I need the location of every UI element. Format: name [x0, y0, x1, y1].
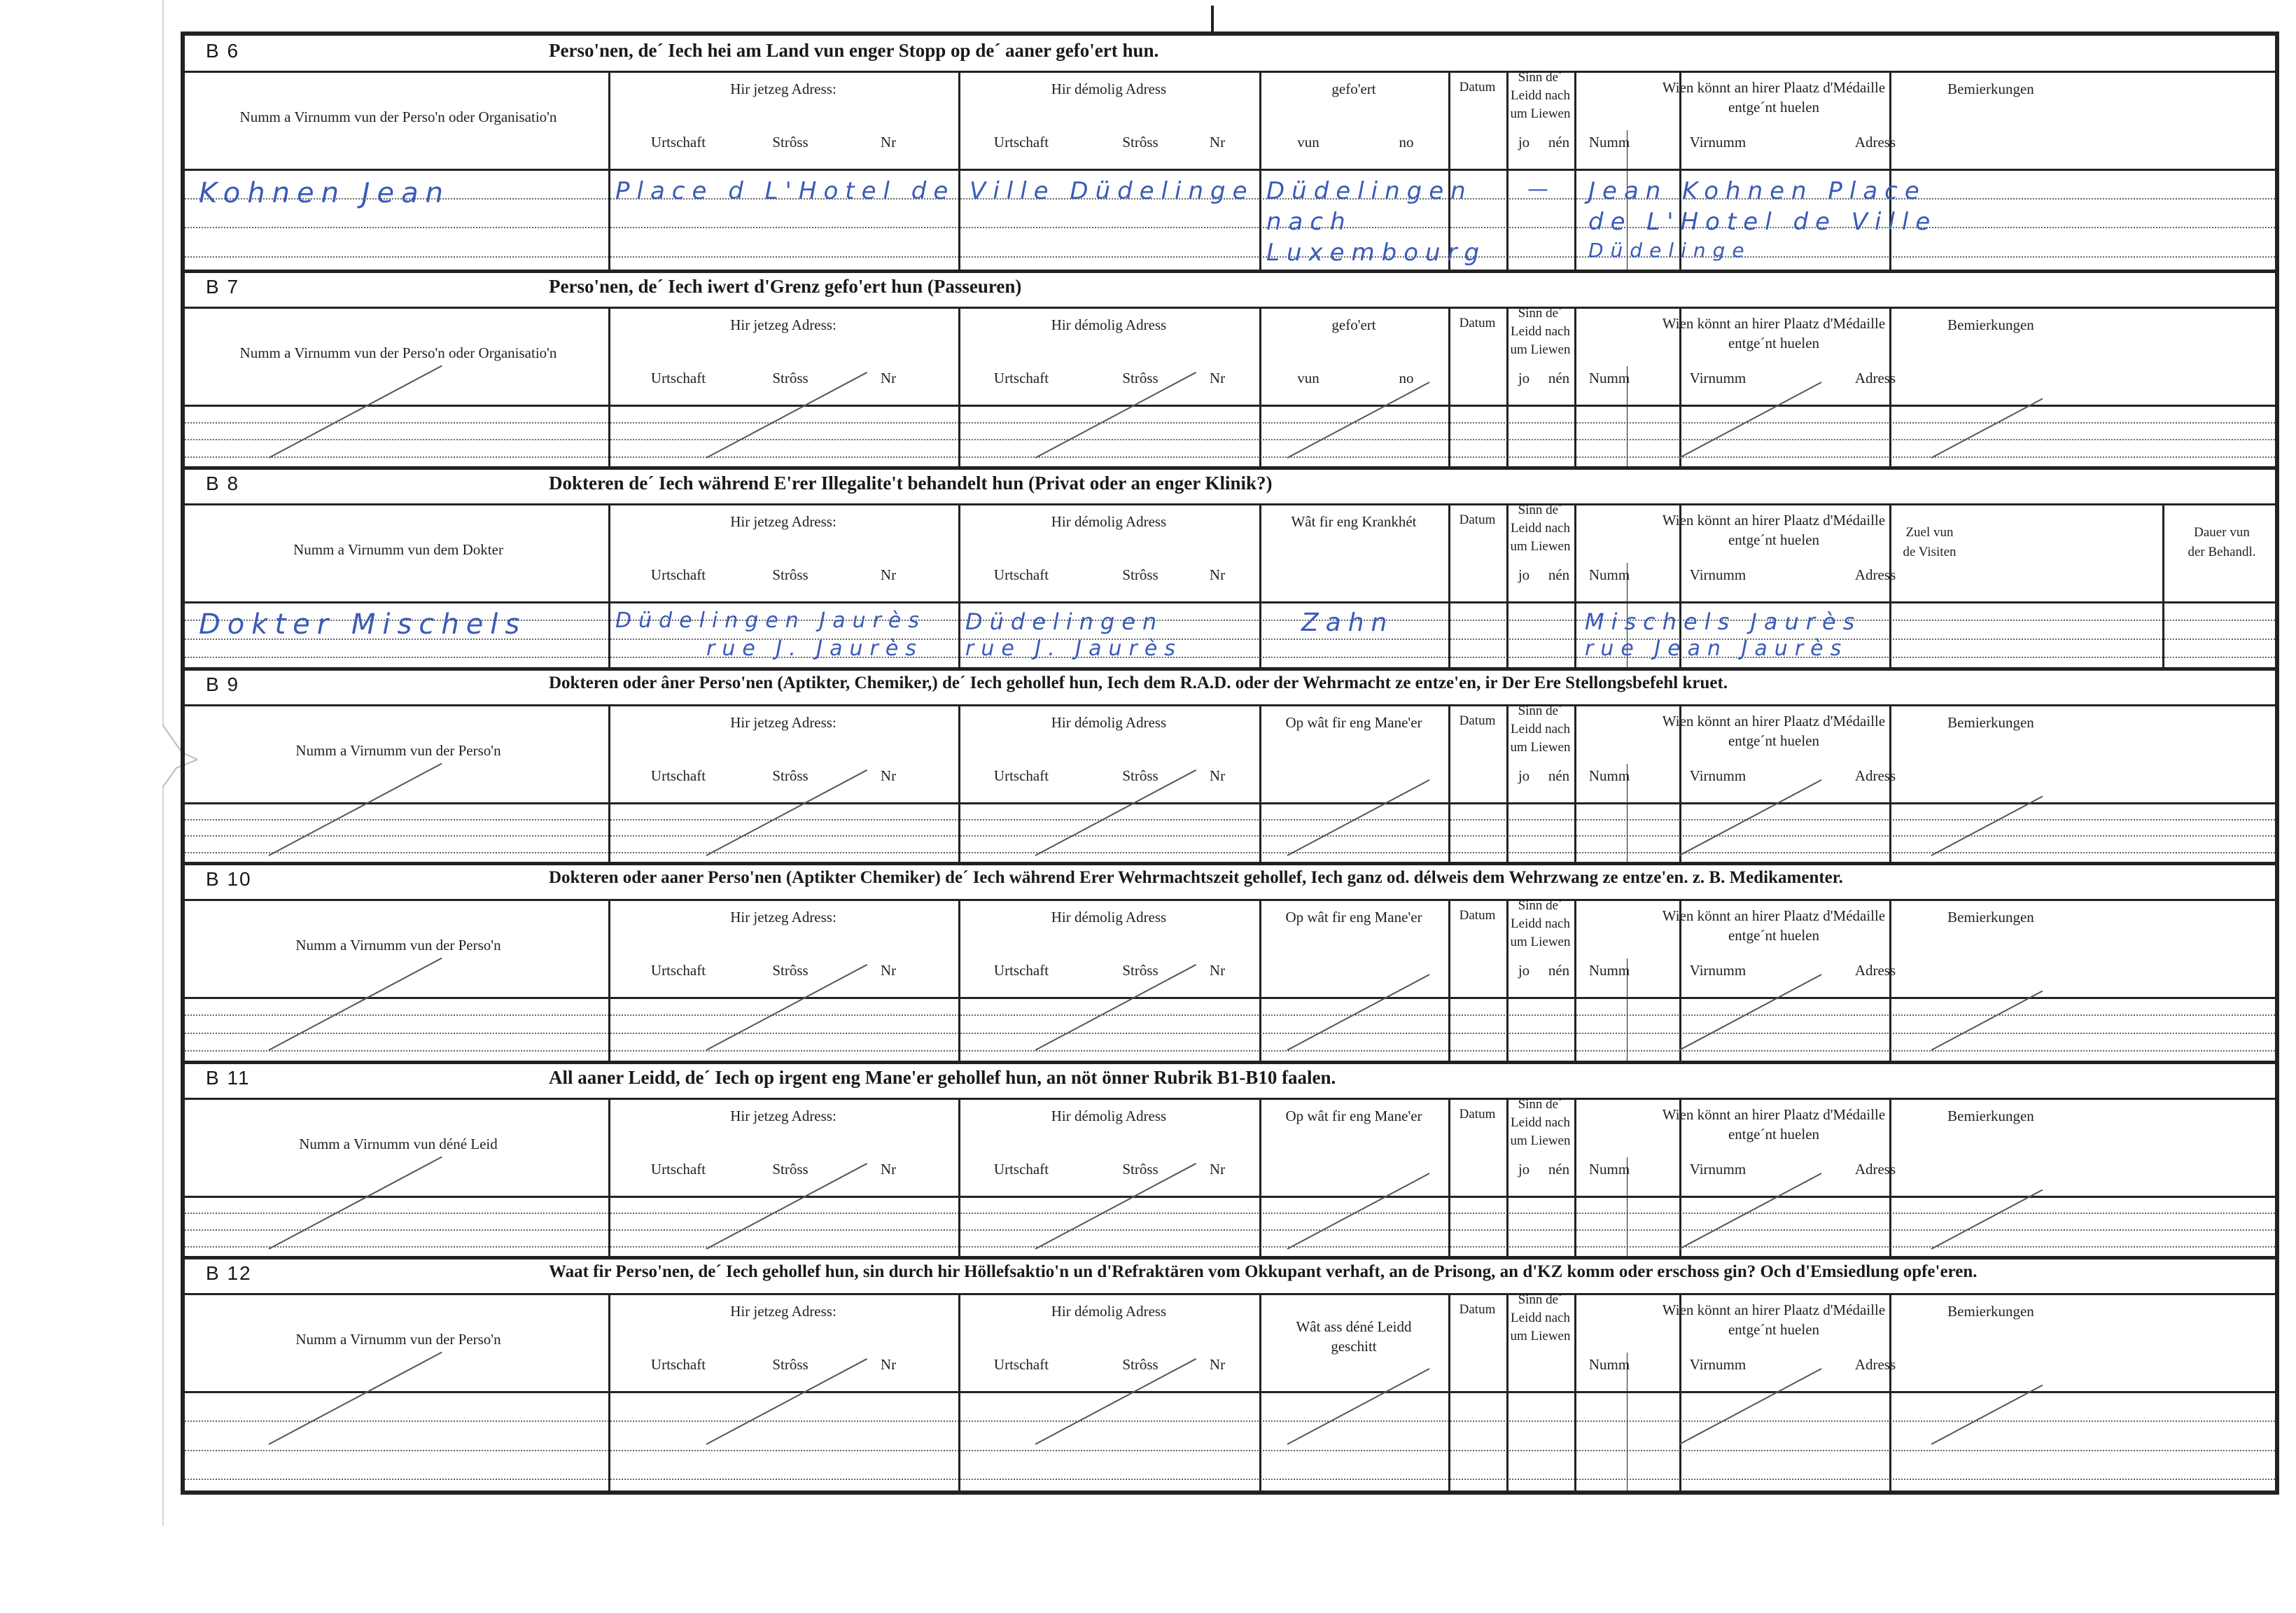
column-rule	[608, 71, 610, 272]
col-jo: jo	[1518, 566, 1530, 583]
entry-line	[185, 1246, 2275, 1248]
section-b10	[185, 864, 2275, 1063]
strike-line	[1931, 796, 2043, 856]
section-code: B 7	[206, 276, 240, 298]
section-b12	[185, 1258, 2275, 1495]
entry-line	[185, 422, 2275, 424]
strike-line	[1287, 779, 1430, 856]
col-wien-l1: Wien könnt an hirer Plaatz d'Médaille	[1662, 907, 1886, 924]
col-jetzeg-urtschaft: Urtschaft	[650, 1356, 706, 1373]
col-sinn-l3: um Liewen	[1510, 935, 1571, 949]
section-code: B 8	[206, 473, 240, 494]
col-wien-l1: Wien könnt an hirer Plaatz d'Médaille	[1662, 315, 1886, 332]
entry-jetzeg-l2: rue J. Jaurès	[706, 636, 923, 661]
section-title: Dokteren oder aaner Perso'nen (Aptikter Chemiker) de´ Iech während Erer Wehrmachtszeit gehollef, Iech ganz od. délweis dem Wehrzwang ze entze'en. z. B. Medikamenter.	[549, 868, 1843, 887]
section-title: Dokteren oder âner Perso'nen (Aptikter, Chemiker,) de´ Iech gehollef hun, Iech dem R.A.D. oder der Wehrmacht ze entze'en, ir Der Ere Stellongsbefehl kruet.	[549, 673, 1728, 692]
col-datum-header: Datum	[1459, 1107, 1496, 1122]
entry-name: Kohnen Jean	[199, 177, 450, 209]
col-jo: jo	[1518, 1161, 1530, 1178]
col-name-header: Numm a Virnumm vun der Perso'n oder Organisatio'n	[239, 344, 557, 361]
entry-jetzeg-l1: Düdelingen Jaurès	[615, 608, 927, 633]
entry-line	[185, 657, 2275, 658]
col-wien-l1: Wien könnt an hirer Plaatz d'Médaille	[1662, 713, 1886, 729]
entry-line	[185, 819, 2275, 821]
section-title: All aaner Leidd, de´ Iech op irgent eng Mane'er gehollef hun, an nöt önner Rubrik B1-B10 faalen.	[549, 1067, 1336, 1088]
col-jetzeg-header: Hir jetzeg Adress:	[730, 81, 836, 97]
col-jetzeg-stross: Strôss	[772, 1161, 808, 1178]
section-code: B 10	[206, 868, 252, 890]
section-header	[185, 864, 2275, 901]
strike-line	[1931, 398, 2043, 459]
col-jetzeg-stross: Strôss	[772, 566, 808, 583]
section-header	[185, 1063, 2275, 1100]
section-b9	[185, 669, 2275, 864]
col-op-wat-header: Op wât fir eng Mane'er	[1285, 909, 1422, 926]
col-demolig-nr: Nr	[1209, 1161, 1226, 1178]
col-demolig-header: Hir démolig Adress	[1051, 316, 1167, 333]
col-name-header: Numm a Virnumm vun déné Leid	[299, 1136, 498, 1152]
col-jetzeg-urtschaft: Urtschaft	[650, 767, 706, 784]
col-wien-l2: entge´nt huelen	[1728, 927, 1820, 944]
col-krankhet-header: Wât fir eng Krankhét	[1291, 513, 1417, 530]
col-wien-adress: Adress	[1854, 767, 1896, 784]
col-zuel-l1: Zuel vun	[1905, 525, 1954, 540]
col-jetzeg-header: Hir jetzeg Adress:	[730, 1108, 836, 1124]
strike-line	[1679, 779, 1822, 856]
col-sinn-l1: Sinn de´	[1518, 704, 1563, 718]
section-header	[185, 36, 2275, 73]
col-wien-virnumm: Virnumm	[1689, 134, 1746, 151]
col-vun: vun	[1297, 370, 1320, 386]
questionnaire-form	[181, 32, 2279, 1495]
col-demolig-stross: Strôss	[1122, 1356, 1158, 1373]
column-rule	[1448, 1293, 1450, 1495]
col-name-header: Numm a Virnumm vun der Perso'n	[295, 742, 501, 759]
col-demolig-stross: Strôss	[1122, 370, 1158, 386]
entry-line	[185, 1420, 2275, 1422]
col-bemierkungen: Bemierkungen	[1947, 714, 2034, 731]
col-wien-l2: entge´nt huelen	[1728, 531, 1820, 548]
col-demolig-header: Hir démolig Adress	[1051, 513, 1167, 530]
col-datum-header: Datum	[1459, 512, 1496, 527]
col-wien-numm: Numm	[1588, 134, 1630, 151]
col-sinn-l1: Sinn de´	[1518, 503, 1563, 517]
header-row-rule	[185, 1391, 2275, 1393]
col-wien-l2: entge´nt huelen	[1728, 1321, 1820, 1338]
col-wien-virnumm: Virnumm	[1689, 962, 1746, 979]
col-jo: jo	[1518, 962, 1530, 979]
col-sinn-l2: Leidd nach	[1511, 324, 1570, 339]
col-wien-numm: Numm	[1588, 566, 1630, 583]
col-sinn-l3: um Liewen	[1510, 1329, 1571, 1343]
col-nen: nén	[1548, 1161, 1570, 1178]
col-bemierkungen: Bemierkungen	[1947, 1108, 2034, 1124]
col-jo: jo	[1518, 134, 1530, 151]
strike-line	[1931, 1189, 2043, 1250]
strike-line	[1287, 1173, 1430, 1250]
col-bemierkungen: Bemierkungen	[1947, 1303, 2034, 1320]
col-wien-numm: Numm	[1588, 1161, 1630, 1178]
col-datum-header: Datum	[1459, 1302, 1496, 1317]
col-sinn-l2: Leidd nach	[1511, 722, 1570, 736]
entry-line	[185, 1229, 2275, 1231]
col-demolig-header: Hir démolig Adress	[1051, 714, 1167, 731]
col-demolig-stross: Strôss	[1122, 566, 1158, 583]
col-jo: jo	[1518, 370, 1530, 386]
strike-line	[1931, 1385, 2043, 1445]
entry-line	[185, 1213, 2275, 1214]
section-b11	[185, 1063, 2275, 1258]
col-sinn-l1: Sinn de´	[1518, 898, 1563, 913]
strike-line	[269, 365, 442, 459]
col-datum-header: Datum	[1459, 908, 1496, 923]
section-b8	[185, 468, 2275, 669]
entry-line	[185, 1050, 2275, 1052]
col-jetzeg-urtschaft: Urtschaft	[650, 962, 706, 979]
entry-wien-l2: de L'Hotel de Ville	[1588, 208, 1938, 236]
col-demolig-urtschaft: Urtschaft	[993, 962, 1049, 979]
entry-demolig-l2: rue J. Jaurès	[965, 636, 1182, 661]
header-row-rule	[185, 1196, 2275, 1198]
col-sinn-l1: Sinn de´	[1518, 1292, 1563, 1307]
col-demolig-stross: Strôss	[1122, 767, 1158, 784]
col-wien-l1: Wien könnt an hirer Plaatz d'Médaille	[1662, 79, 1886, 96]
col-wien-l1: Wien könnt an hirer Plaatz d'Médaille	[1662, 512, 1886, 529]
col-wien-virnumm: Virnumm	[1689, 1161, 1746, 1178]
col-sinn-l2: Leidd nach	[1511, 1115, 1570, 1130]
col-no: no	[1399, 134, 1414, 151]
col-op-wat-header: Op wât fir eng Mane'er	[1285, 714, 1422, 731]
col-demolig-urtschaft: Urtschaft	[993, 566, 1049, 583]
col-demolig-nr: Nr	[1209, 767, 1226, 784]
col-jetzeg-stross: Strôss	[772, 767, 808, 784]
entry-krankhet: Zahn	[1301, 608, 1394, 637]
strike-line	[269, 763, 442, 856]
header-row-rule	[185, 601, 2275, 603]
col-sinn-l3: um Liewen	[1510, 740, 1571, 755]
col-no: no	[1399, 370, 1414, 386]
col-sinn-l3: um Liewen	[1510, 342, 1571, 357]
entry-line	[185, 1479, 2275, 1480]
section-title: Perso'nen, de´ Iech hei am Land vun enger Stopp op de´ aaner gefo'ert hun.	[549, 40, 1159, 61]
col-sinn-l2: Leidd nach	[1511, 916, 1570, 931]
col-demolig-stross: Strôss	[1122, 1161, 1158, 1178]
col-sinn-l1: Sinn de´	[1518, 70, 1563, 85]
col-demolig-nr: Nr	[1209, 566, 1226, 583]
section-header	[185, 468, 2275, 505]
entry-jetzeg: Place d L'Hotel de Ville Düdelinge	[615, 177, 1254, 205]
section-header	[185, 1258, 2275, 1295]
section-b6	[185, 36, 2275, 272]
entry-line	[185, 835, 2275, 837]
col-sinn-l3: um Liewen	[1510, 106, 1571, 121]
col-wien-numm: Numm	[1588, 370, 1630, 386]
col-demolig-urtschaft: Urtschaft	[993, 1356, 1049, 1373]
col-wien-adress: Adress	[1854, 370, 1896, 386]
col-dauer-l2: der Behandl.	[2188, 545, 2256, 559]
col-sinn-l2: Leidd nach	[1511, 521, 1570, 536]
col-jetzeg-stross: Strôss	[772, 370, 808, 386]
strike-line	[269, 1352, 442, 1445]
col-wien-l2: entge´nt huelen	[1728, 1126, 1820, 1143]
col-wien-adress: Adress	[1854, 134, 1896, 151]
col-jetzeg-nr: Nr	[880, 134, 897, 151]
header-row-rule	[185, 802, 2275, 804]
col-wien-adress: Adress	[1854, 1356, 1896, 1373]
entry-line	[185, 1014, 2275, 1016]
col-jetzeg-nr: Nr	[880, 767, 897, 784]
col-geschitt-l1: Wât ass déné Leidd	[1296, 1318, 1412, 1335]
col-datum-header: Datum	[1459, 80, 1496, 95]
entry-name: Dokter Mischels	[199, 608, 527, 641]
col-jetzeg-header: Hir jetzeg Adress:	[730, 909, 836, 926]
col-jetzeg-urtschaft: Urtschaft	[650, 370, 706, 386]
col-sinn-l3: um Liewen	[1510, 1133, 1571, 1148]
col-sinn-l2: Leidd nach	[1511, 1311, 1570, 1325]
strike-line	[1679, 1173, 1822, 1250]
col-wien-adress: Adress	[1854, 962, 1896, 979]
col-demolig-urtschaft: Urtschaft	[993, 767, 1049, 784]
col-sinn-l2: Leidd nach	[1511, 88, 1570, 103]
col-op-wat-header: Op wât fir eng Mane'er	[1285, 1108, 1422, 1124]
col-jetzeg-header: Hir jetzeg Adress:	[730, 1303, 836, 1320]
entry-vun-l3: Luxembourg	[1266, 239, 1487, 267]
header-row-rule	[185, 997, 2275, 999]
col-jetzeg-stross: Strôss	[772, 1356, 808, 1373]
strike-line	[1931, 991, 2043, 1051]
col-sinn-l1: Sinn de´	[1518, 306, 1563, 321]
entry-demolig-l1: Düdelingen	[965, 608, 1164, 635]
col-wien-numm: Numm	[1588, 767, 1630, 784]
col-jo: jo	[1518, 767, 1530, 784]
col-wien-l2: entge´nt huelen	[1728, 335, 1820, 351]
col-demolig-urtschaft: Urtschaft	[993, 134, 1049, 151]
col-jetzeg-urtschaft: Urtschaft	[650, 134, 706, 151]
column-rule	[958, 1293, 960, 1495]
col-demolig-nr: Nr	[1209, 1356, 1226, 1373]
entry-line	[185, 456, 2275, 458]
col-demolig-header: Hir démolig Adress	[1051, 1108, 1167, 1124]
col-jetzeg-stross: Strôss	[772, 962, 808, 979]
strike-line	[269, 958, 442, 1051]
col-bemierkungen: Bemierkungen	[1947, 909, 2034, 926]
col-wien-virnumm: Virnumm	[1689, 1356, 1746, 1373]
col-name-header: Numm a Virnumm vun der Perso'n	[295, 937, 501, 954]
column-rule	[608, 1293, 610, 1495]
entry-wien-l2: rue Jean Jaurès	[1585, 636, 1849, 661]
strike-line	[1287, 382, 1430, 459]
col-jetzeg-nr: Nr	[880, 566, 897, 583]
section-code: B 11	[206, 1067, 251, 1089]
col-nen: nén	[1548, 767, 1570, 784]
col-sinn-l1: Sinn de´	[1518, 1097, 1563, 1112]
col-demolig-stross: Strôss	[1122, 962, 1158, 979]
col-wien-virnumm: Virnumm	[1689, 370, 1746, 386]
col-jetzeg-urtschaft: Urtschaft	[650, 1161, 706, 1178]
entry-line	[185, 256, 2275, 258]
entry-wien-l3: Düdelinge	[1588, 239, 1751, 262]
col-nen: nén	[1548, 370, 1570, 386]
col-wien-l1: Wien könnt an hirer Plaatz d'Médaille	[1662, 1301, 1886, 1318]
col-wien-numm: Numm	[1588, 962, 1630, 979]
col-jetzeg-urtschaft: Urtschaft	[650, 566, 706, 583]
section-title: Waat fir Perso'nen, de´ Iech gehollef hun, sin durch hir Höllefsaktio'n un d'Refraktären vom Okkupant verhaft, an de Prisong, an d'KZ komm oder erschoss gin? Och d'Emsiedlung opfe'eren.	[549, 1262, 1977, 1281]
column-rule	[958, 71, 960, 272]
strike-line	[1679, 1368, 1822, 1445]
section-code: B 6	[206, 40, 240, 62]
col-demolig-nr: Nr	[1209, 962, 1226, 979]
col-demolig-header: Hir démolig Adress	[1051, 1303, 1167, 1320]
col-bemierkungen: Bemierkungen	[1947, 316, 2034, 333]
col-nen: nén	[1548, 134, 1570, 151]
col-demolig-header: Hir démolig Adress	[1051, 81, 1167, 97]
col-wien-l2: entge´nt huelen	[1728, 732, 1820, 749]
col-dauer-l1: Dauer vun	[2194, 525, 2250, 540]
col-jetzeg-nr: Nr	[880, 370, 897, 386]
col-jetzeg-nr: Nr	[880, 962, 897, 979]
entry-vun-l2: nach	[1266, 208, 1352, 236]
entry-line	[185, 852, 2275, 853]
col-jetzeg-header: Hir jetzeg Adress:	[730, 513, 836, 530]
col-demolig-nr: Nr	[1209, 370, 1226, 386]
col-jetzeg-nr: Nr	[880, 1356, 897, 1373]
col-wien-l2: entge´nt huelen	[1728, 99, 1820, 116]
col-wien-adress: Adress	[1854, 1161, 1896, 1178]
section-b7	[185, 272, 2275, 468]
header-row-rule	[185, 169, 2275, 171]
section-title: Dokteren de´ Iech während E'rer Illegalite't behandelt hun (Privat oder an enger Klinik?)	[549, 473, 1273, 494]
strike-line	[1287, 974, 1430, 1051]
col-wien-adress: Adress	[1854, 566, 1896, 583]
col-gefoert-header: gefo'ert	[1331, 316, 1376, 333]
col-wien-virnumm: Virnumm	[1689, 767, 1746, 784]
column-rule	[1259, 71, 1261, 272]
section-code: B 12	[206, 1262, 252, 1284]
col-name-header: Numm a Virnumm vun dem Dokter	[293, 541, 503, 558]
col-wien-l1: Wien könnt an hirer Plaatz d'Médaille	[1662, 1106, 1886, 1123]
col-name-header: Numm a Virnumm vun der Perso'n	[295, 1331, 501, 1348]
col-sinn-l3: um Liewen	[1510, 539, 1571, 554]
entry-line	[185, 1450, 2275, 1451]
col-datum-header: Datum	[1459, 316, 1496, 330]
fold-mark	[1211, 6, 1214, 32]
entry-wien-l1: Mischels Jaurès	[1585, 608, 1862, 635]
strike-line	[269, 1157, 442, 1250]
col-geschitt-l2: geschitt	[1331, 1338, 1377, 1355]
col-zuel-l2: de Visiten	[1903, 545, 1956, 559]
col-demolig-urtschaft: Urtschaft	[993, 1161, 1049, 1178]
strike-line	[1679, 382, 1822, 459]
col-vun: vun	[1297, 134, 1320, 151]
col-nen: nén	[1548, 566, 1570, 583]
col-jetzeg-nr: Nr	[880, 1161, 897, 1178]
col-datum-header: Datum	[1459, 713, 1496, 728]
header-row-rule	[185, 405, 2275, 407]
col-jetzeg-header: Hir jetzeg Adress:	[730, 714, 836, 731]
col-demolig-urtschaft: Urtschaft	[993, 370, 1049, 386]
col-demolig-nr: Nr	[1209, 134, 1226, 151]
strike-line	[1287, 1368, 1430, 1445]
column-rule	[2162, 503, 2164, 669]
col-name-header: Numm a Virnumm vun der Perso'n oder Organisatio'n	[239, 109, 557, 125]
col-nen: nén	[1548, 962, 1570, 979]
col-jetzeg-header: Hir jetzeg Adress:	[730, 316, 836, 333]
entry-wien-l1: Jean Kohnen Place	[1588, 177, 1926, 205]
col-wien-numm: Numm	[1588, 1356, 1630, 1373]
entry-vun-l1: Düdelingen	[1266, 177, 1473, 205]
entry-line	[185, 227, 2275, 228]
section-header	[185, 669, 2275, 706]
col-jetzeg-stross: Strôss	[772, 134, 808, 151]
section-code: B 9	[206, 673, 240, 695]
col-gefoert-header: gefo'ert	[1331, 81, 1376, 97]
col-wien-virnumm: Virnumm	[1689, 566, 1746, 583]
col-bemierkungen: Bemierkungen	[1947, 81, 2034, 97]
section-title: Perso'nen, de´ Iech iwert d'Grenz gefo'ert hun (Passeuren)	[549, 276, 1022, 297]
strike-line	[1679, 974, 1822, 1051]
col-demolig-header: Hir démolig Adress	[1051, 909, 1167, 926]
col-demolig-stross: Strôss	[1122, 134, 1158, 151]
entry-jo-mark: —	[1527, 177, 1555, 202]
section-header	[185, 272, 2275, 309]
